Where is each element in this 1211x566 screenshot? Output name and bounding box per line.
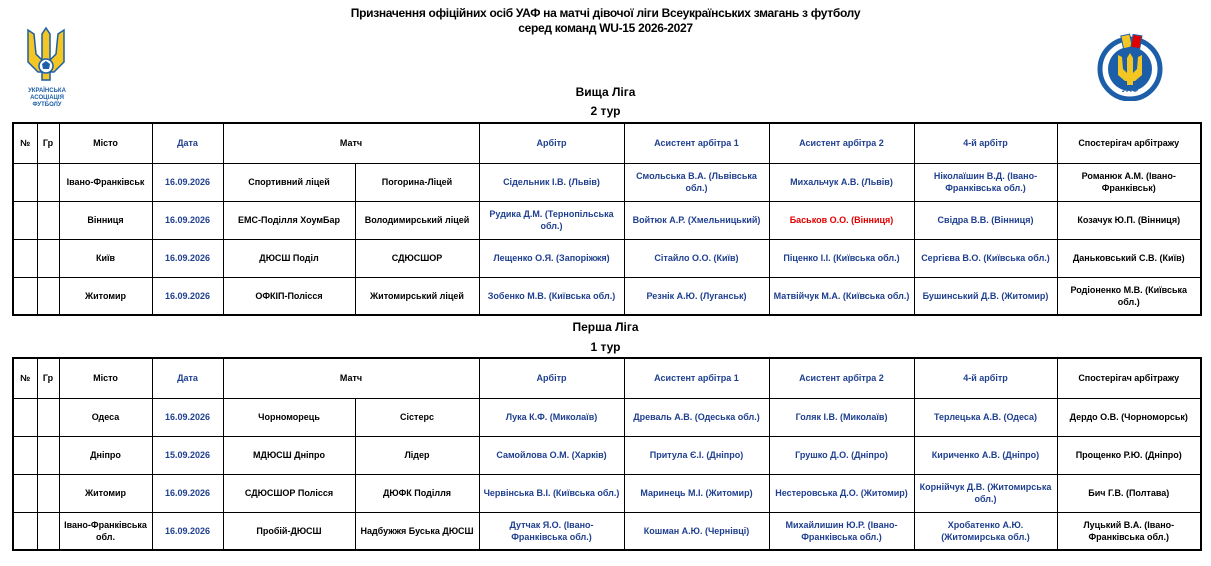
row-referee: Сідельник І.В. (Львів) — [479, 163, 624, 201]
row-assistant1: Маринець М.І. (Житомир) — [624, 474, 769, 512]
row-group — [37, 436, 59, 474]
row-away-team: ДЮФК Поділля — [355, 474, 479, 512]
row-referee: Зобенко М.В. (Київська обл.) — [479, 277, 624, 315]
league-title: Перша Ліга — [572, 320, 639, 334]
table-row — [13, 163, 1201, 201]
row-num — [13, 398, 37, 436]
row-referee: Рудика Д.М. (Тернопільська обл.) — [479, 201, 624, 239]
row-away-team: Погорина-Ліцей — [355, 163, 479, 201]
schedule-table-1 — [12, 122, 1202, 316]
row-city: Дніпро — [59, 436, 152, 474]
row-assistant1: Кошман А.Ю. (Чернівці) — [624, 512, 769, 550]
row-referee: Лука К.Ф. (Миколаїв) — [479, 398, 624, 436]
row-fourth: Хробатенко А.Ю. (Житомирська обл.) — [914, 512, 1057, 550]
header-date: Дата — [152, 123, 223, 163]
row-observer: Даньковський С.В. (Київ) — [1057, 239, 1201, 277]
header-match: Матч — [223, 358, 479, 398]
row-date: 16.09.2026 — [152, 201, 223, 239]
row-fourth: Сергієва В.О. (Київська обл.) — [914, 239, 1057, 277]
row-num — [13, 163, 37, 201]
row-city: Київ — [59, 239, 152, 277]
row-assistant1: Смольська В.А. (Львівська обл.) — [624, 163, 769, 201]
header-group: Гр — [37, 123, 59, 163]
row-home-team: ЕМС-Поділля ХоумБар — [223, 201, 355, 239]
row-assistant1: Притула Є.І. (Дніпро) — [624, 436, 769, 474]
row-assistant1: Сітайло О.О. (Київ) — [624, 239, 769, 277]
row-group — [37, 474, 59, 512]
row-fourth: Свідра В.В. (Вінниця) — [914, 201, 1057, 239]
row-observer: Козачук Ю.П. (Вінниця) — [1057, 201, 1201, 239]
header-fourth: 4-й арбітр — [914, 358, 1057, 398]
table-row — [13, 201, 1201, 239]
header-observer: Спостерігач арбітражу — [1057, 123, 1201, 163]
table-row — [13, 436, 1201, 474]
row-assistant2: Грушко Д.О. (Дніпро) — [769, 436, 914, 474]
row-assistant2: Голяк І.В. (Миколаїв) — [769, 398, 914, 436]
table-header-row — [13, 123, 1201, 163]
row-city: Одеса — [59, 398, 152, 436]
table-row — [13, 474, 1201, 512]
row-assistant2: Піценко І.І. (Київська обл.) — [769, 239, 914, 277]
row-fourth: Корнійчук Д.В. (Житомирська обл.) — [914, 474, 1057, 512]
row-home-team: МДЮСШ Дніпро — [223, 436, 355, 474]
header-match: Матч — [223, 123, 479, 163]
row-assistant1: Войтюк А.Р. (Хмельницький) — [624, 201, 769, 239]
row-group — [37, 512, 59, 550]
row-away-team: Надбужжя Буська ДЮСШ — [355, 512, 479, 550]
header-observer: Спостерігач арбітражу — [1057, 358, 1201, 398]
row-home-team: ДЮСШ Поділ — [223, 239, 355, 277]
row-date: 16.09.2026 — [152, 474, 223, 512]
row-away-team: Сістерс — [355, 398, 479, 436]
table-header-row — [13, 358, 1201, 398]
header-num: № — [13, 123, 37, 163]
row-home-team: Спортивний ліцей — [223, 163, 355, 201]
row-observer: Романюк А.М. (Івано-Франківськ) — [1057, 163, 1201, 201]
row-num — [13, 512, 37, 550]
league-title: Вища Ліга — [575, 85, 636, 99]
row-city: Житомир — [59, 474, 152, 512]
row-city: Вінниця — [59, 201, 152, 239]
referee-logo-caption: УАФ — [1121, 85, 1139, 94]
schedule-table-2 — [12, 357, 1202, 551]
row-assistant2: Михайлишин Ю.Р. (Івано-Франківська обл.) — [769, 512, 914, 550]
row-assistant2: Михальчук А.В. (Львів) — [769, 163, 914, 201]
header-assistant2: Асистент арбітра 2 — [769, 358, 914, 398]
header-city: Місто — [59, 358, 152, 398]
round-title: 2 тур — [590, 104, 621, 118]
row-assistant2: Баськов О.О. (Вінниця) — [769, 201, 914, 239]
row-group — [37, 398, 59, 436]
row-away-team: Володимирський ліцей — [355, 201, 479, 239]
row-away-team: Житомирський ліцей — [355, 277, 479, 315]
row-fourth: Ніколаїшин В.Д. (Івано-Франківська обл.) — [914, 163, 1057, 201]
row-observer: Прощенко Р.Ю. (Дніпро) — [1057, 436, 1201, 474]
row-observer: Дердо О.В. (Чорноморськ) — [1057, 398, 1201, 436]
header-referee: Арбітр — [479, 358, 624, 398]
row-assistant2: Матвійчук М.А. (Київська обл.) — [769, 277, 914, 315]
row-num — [13, 201, 37, 239]
header-referee: Арбітр — [479, 123, 624, 163]
row-away-team: СДЮСШОР — [355, 239, 479, 277]
row-num — [13, 239, 37, 277]
document-subtitle: серед команд WU-15 2026-2027 — [518, 21, 693, 35]
table-row — [13, 398, 1201, 436]
header-city: Місто — [59, 123, 152, 163]
row-date: 16.09.2026 — [152, 398, 223, 436]
header-assistant1: Асистент арбітра 1 — [624, 358, 769, 398]
row-city: Івано-Франківськ — [59, 163, 152, 201]
row-date: 16.09.2026 — [152, 163, 223, 201]
header-assistant1: Асистент арбітра 1 — [624, 123, 769, 163]
row-date: 16.09.2026 — [152, 239, 223, 277]
row-assistant1: Древаль А.В. (Одеська обл.) — [624, 398, 769, 436]
row-home-team: Пробій-ДЮСШ — [223, 512, 355, 550]
row-fourth: Терлецька А.В. (Одеса) — [914, 398, 1057, 436]
document-title: Призначення офіційних осіб УАФ на матчі дівочої ліги Всеукраїнських змагань з футболу — [350, 6, 861, 20]
row-referee: Лещенко О.Я. (Запоріжжя) — [479, 239, 624, 277]
row-away-team: Лідер — [355, 436, 479, 474]
row-city: Житомир — [59, 277, 152, 315]
header-num: № — [13, 358, 37, 398]
row-fourth: Кириченко А.В. (Дніпро) — [914, 436, 1057, 474]
header-assistant2: Асистент арбітра 2 — [769, 123, 914, 163]
header-fourth: 4-й арбітр — [914, 123, 1057, 163]
row-city: Івано-Франківська обл. — [59, 512, 152, 550]
table-row — [13, 512, 1201, 550]
row-observer: Бич Г.В. (Полтава) — [1057, 474, 1201, 512]
row-group — [37, 163, 59, 201]
uaf-logo-text: УКРАЇНСЬКА АСОЦІАЦІЯ ФУТБОЛУ — [28, 88, 66, 108]
row-date: 15.09.2026 — [152, 436, 223, 474]
row-referee: Дутчак Я.О. (Івано-Франківська обл.) — [479, 512, 624, 550]
table-row — [13, 277, 1201, 315]
row-fourth: Бушинський Д.В. (Житомир) — [914, 277, 1057, 315]
row-group — [37, 201, 59, 239]
row-referee: Самойлова О.М. (Харків) — [479, 436, 624, 474]
row-assistant1: Резнік А.Ю. (Луганськ) — [624, 277, 769, 315]
header-group: Гр — [37, 358, 59, 398]
row-home-team: ОФКІП-Полісся — [223, 277, 355, 315]
row-num — [13, 277, 37, 315]
round-title: 1 тур — [590, 340, 621, 354]
row-group — [37, 277, 59, 315]
row-assistant2: Нестеровська Д.О. (Житомир) — [769, 474, 914, 512]
row-home-team: Чорноморець — [223, 398, 355, 436]
row-observer: Родіоненко М.В. (Київська обл.) — [1057, 277, 1201, 315]
row-num — [13, 436, 37, 474]
row-home-team: СДЮСШОР Полісся — [223, 474, 355, 512]
header-date: Дата — [152, 358, 223, 398]
row-group — [37, 239, 59, 277]
row-referee: Червінська В.І. (Київська обл.) — [479, 474, 624, 512]
row-num — [13, 474, 37, 512]
row-date: 16.09.2026 — [152, 512, 223, 550]
row-observer: Луцький В.А. (Івано-Франківська обл.) — [1057, 512, 1201, 550]
table-row — [13, 239, 1201, 277]
row-date: 16.09.2026 — [152, 277, 223, 315]
